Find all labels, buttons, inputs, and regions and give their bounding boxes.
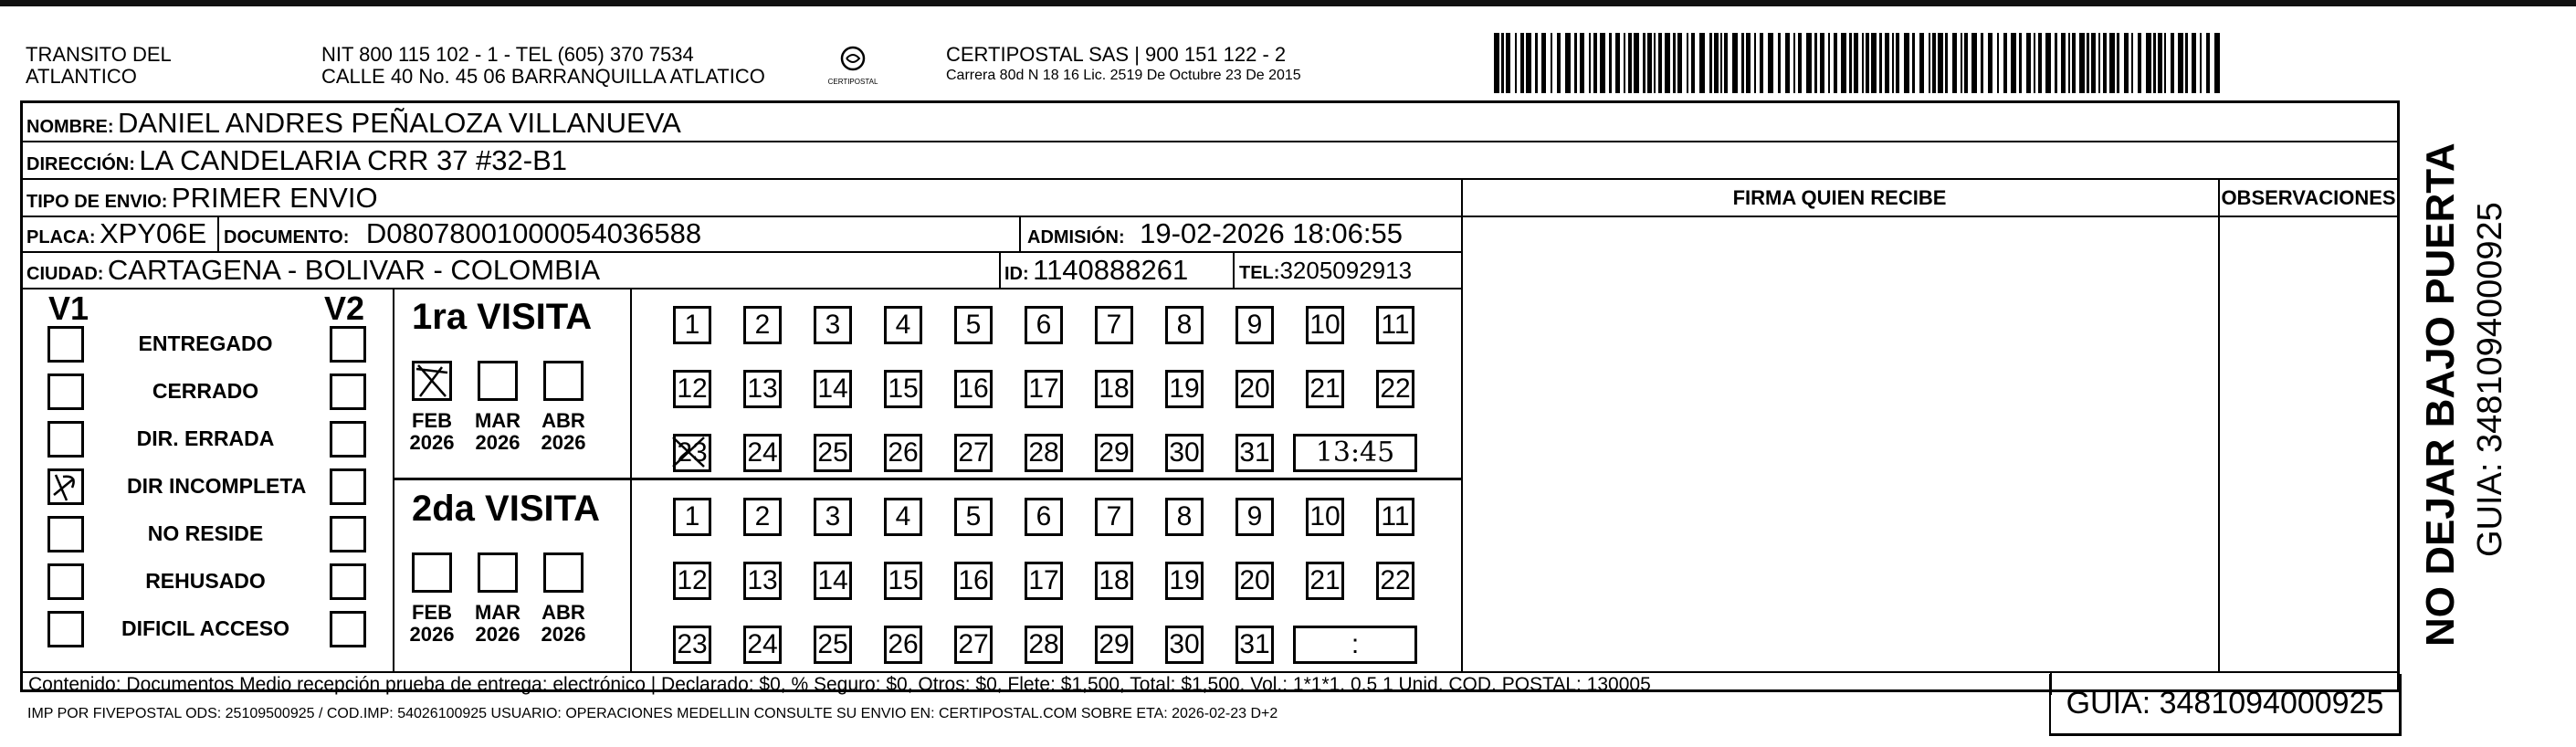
barcode-bar <box>1834 33 1837 93</box>
day-box[interactable]: 20 <box>1235 562 1274 600</box>
barcode-bar <box>1665 33 1670 93</box>
month-year <box>536 602 591 646</box>
barcode-bar <box>1691 33 1695 93</box>
city-value: CARTAGENA - BOLIVAR - COLOMBIA <box>107 254 601 286</box>
day-box[interactable]: 1 <box>673 498 711 536</box>
plate-cell <box>26 217 206 256</box>
day-box[interactable]: 7 <box>1095 306 1133 344</box>
barcode-bar <box>1699 33 1705 93</box>
barcode <box>1494 33 2221 95</box>
day-box[interactable]: 22 <box>1376 562 1414 600</box>
barcode-bar <box>2124 33 2129 93</box>
day-box[interactable]: 12 <box>673 370 711 408</box>
barcode-bar <box>1720 33 1722 93</box>
day-box[interactable]: 29 <box>1095 626 1133 664</box>
year-label: 2026 <box>409 431 455 454</box>
day-box[interactable]: 28 <box>1025 626 1063 664</box>
barcode-bar <box>1628 33 1632 93</box>
day-box[interactable]: 6 <box>1025 306 1063 344</box>
plate-label: PLACA: <box>26 227 96 247</box>
v1-checkbox[interactable] <box>47 326 84 363</box>
day-box[interactable]: 19 <box>1165 370 1204 408</box>
observations-header: OBSERVACIONES <box>2221 186 2396 209</box>
day-box[interactable]: 24 <box>743 434 782 472</box>
barcode-bar <box>1952 33 1957 93</box>
barcode-bar <box>2206 33 2210 93</box>
barcode-bar <box>1997 33 1999 93</box>
status-option-label: CERRADO <box>152 379 259 403</box>
barcode-bar <box>2019 33 2022 93</box>
shipment-type-row <box>26 182 378 220</box>
side-warning: NO DEJAR BAJO PUERTA <box>2418 142 2463 647</box>
document-cell <box>224 217 701 256</box>
barcode-bar <box>2158 33 2162 93</box>
v1-checkbox[interactable] <box>47 374 84 410</box>
barcode-bar <box>1785 33 1790 93</box>
barcode-bar <box>2045 33 2051 93</box>
month-year <box>470 410 525 454</box>
month-checkbox[interactable] <box>478 361 518 401</box>
month-label: ABR <box>541 409 585 432</box>
day-box[interactable]: 10 <box>1306 306 1344 344</box>
barcode-bar <box>1945 33 1948 93</box>
day-box[interactable]: 27 <box>954 626 993 664</box>
barcode-bar <box>1798 33 1802 93</box>
day-box[interactable]: 2 <box>743 306 782 344</box>
barcode-bar <box>1754 33 1756 93</box>
status-option-label: REHUSADO <box>145 569 266 593</box>
sender-info-line2: CALLE 40 No. 45 06 BARRANQUILLA ATLATICO <box>321 65 765 88</box>
barcode-bar <box>1912 33 1915 93</box>
footer-guia-box <box>2049 674 2402 736</box>
year-label: 2026 <box>475 623 520 646</box>
barcode-bar <box>1541 33 1546 93</box>
barcode-bar <box>1732 33 1738 93</box>
logo-text: CERTIPOSTAL <box>827 78 878 86</box>
barcode-bar <box>2061 33 2066 93</box>
barcode-bar <box>1526 33 1531 93</box>
recipient-name: DANIEL ANDRES PEÑALOZA VILLANUEVA <box>118 107 681 139</box>
footer-imp: IMP POR FIVEPOSTAL ODS: 25109500925 / COD.IMP: 54026100925 USUARIO: OPERACIONES MEDELLIN CONSULTE SU ENVIO EN: CERTIPOSTAL.COM SOBRE ETA: 2026-02-23 D+2 <box>27 706 1278 721</box>
day-box[interactable]: 11 <box>1376 498 1414 536</box>
time-box[interactable]: : <box>1293 626 1417 664</box>
barcode-bar <box>2091 33 2096 93</box>
barcode-bar <box>1515 33 1517 93</box>
day-box[interactable]: 31 <box>1235 434 1274 472</box>
barcode-bar <box>1714 33 1719 93</box>
day-box[interactable]: 6 <box>1025 498 1063 536</box>
day-box[interactable]: 7 <box>1095 498 1133 536</box>
day-box[interactable]: 9 <box>1235 306 1274 344</box>
carrier-info-line1: CERTIPOSTAL SAS | 900 151 122 - 2 <box>946 43 1287 66</box>
barcode-bar <box>2171 33 2174 93</box>
v1-checkbox[interactable] <box>47 468 84 505</box>
admission-cell <box>1027 217 1403 256</box>
barcode-bar <box>1609 33 1612 93</box>
shipment-type-label: TIPO DE ENVIO: <box>26 192 168 212</box>
sender-name-line2: ATLANTICO <box>26 65 137 88</box>
time-box[interactable]: 13:45 <box>1293 434 1417 472</box>
day-box[interactable]: 15 <box>884 562 922 600</box>
barcode-bar <box>2098 33 2100 93</box>
document-value: D08078001000054036588 <box>365 217 702 249</box>
barcode-bar <box>1879 33 1882 93</box>
v2-checkbox[interactable] <box>330 421 366 458</box>
day-box[interactable]: 4 <box>884 306 922 344</box>
barcode-bar <box>1892 33 1894 93</box>
barcode-bar <box>1964 33 1968 93</box>
barcode-bar <box>1932 33 1936 93</box>
barcode-bar <box>1615 33 1620 93</box>
year-label: 2026 <box>409 623 455 646</box>
status-option-label: DIR INCOMPLETA <box>127 474 307 498</box>
barcode-bar <box>2087 33 2089 93</box>
barcode-bar <box>1806 33 1812 93</box>
tel-cell <box>1239 254 1412 291</box>
barcode-bar <box>2200 33 2202 93</box>
month-label: MAR <box>474 601 521 624</box>
tel-label: TEL: <box>1239 263 1280 283</box>
barcode-bar <box>1557 33 1561 93</box>
form-frame <box>20 100 2400 695</box>
barcode-bar <box>2038 33 2042 93</box>
barcode-bar <box>1760 33 1763 93</box>
day-box[interactable]: 1 <box>673 306 711 344</box>
barcode-bar <box>2034 33 2035 93</box>
admission-label: ADMISIÓN: <box>1027 227 1125 247</box>
barcode-bar <box>2185 33 2188 93</box>
barcode-bar <box>1520 33 1524 93</box>
address-label: DIRECCIÓN: <box>26 154 135 174</box>
barcode-bar <box>1929 33 1930 93</box>
footer-content: Contenido: Documentos Medio recepción prueba de entrega: electrónico | Declarado: $0, % Seguro: $0, Otros: $0, Flete: $1,500, Total: $1,500. Vol.: 1*1*1. 0.5 1 Unid. COD. POSTAL: 130005 <box>28 674 1651 695</box>
id-cell <box>1004 254 1188 292</box>
v1-checkbox[interactable] <box>47 421 84 458</box>
barcode-bar <box>1589 33 1591 93</box>
barcode-bar <box>1862 33 1864 93</box>
barcode-bar <box>2146 33 2151 93</box>
barcode-bar <box>1580 33 1584 93</box>
day-box[interactable]: 16 <box>954 370 993 408</box>
plate-value: XPY06E <box>100 217 207 249</box>
month-checkbox[interactable] <box>543 552 584 593</box>
day-box[interactable]: 20 <box>1235 370 1274 408</box>
day-box[interactable]: 8 <box>1165 498 1204 536</box>
city-label: CIUDAD: <box>26 264 104 284</box>
month-label: MAR <box>474 409 521 432</box>
visit-title: 1ra VISITA <box>412 297 593 337</box>
name-row <box>26 107 681 145</box>
month-year <box>405 410 459 454</box>
barcode-bar <box>1687 33 1688 93</box>
barcode-bar <box>2109 33 2115 93</box>
barcode-bar <box>1793 33 1795 93</box>
barcode-bar <box>1841 33 1846 93</box>
barcode-bar <box>1814 33 1817 93</box>
month-checkbox[interactable] <box>412 361 452 401</box>
month-year <box>470 602 525 646</box>
day-box[interactable]: 17 <box>1025 370 1063 408</box>
month-checkbox[interactable] <box>543 361 584 401</box>
sender-name <box>26 44 172 88</box>
status-option-label: DIR. ERRADA <box>136 426 275 450</box>
month-year <box>536 410 591 454</box>
day-box[interactable]: 4 <box>884 498 922 536</box>
status-option-label: DIFICIL ACCESO <box>121 616 289 640</box>
recipient-address: LA CANDELARIA CRR 37 #32-B1 <box>139 144 568 176</box>
day-box[interactable]: 11 <box>1376 306 1414 344</box>
barcode-bar <box>1904 33 1909 93</box>
year-label: 2026 <box>541 431 586 454</box>
barcode-bar <box>1828 33 1830 93</box>
barcode-bar <box>2026 33 2031 93</box>
carrier-info <box>946 44 1301 86</box>
barcode-bar <box>1677 33 1682 93</box>
barcode-bar <box>1506 33 1510 93</box>
day-box[interactable]: 23 <box>673 626 711 664</box>
year-label: 2026 <box>475 431 520 454</box>
barcode-bar <box>1647 33 1652 93</box>
barcode-bar <box>2164 33 2166 93</box>
day-box[interactable]: 25 <box>814 434 852 472</box>
day-box[interactable]: 26 <box>884 626 922 664</box>
day-box[interactable]: 23 <box>673 434 711 472</box>
barcode-bar <box>1565 33 1571 93</box>
barcode-bar <box>1768 33 1773 93</box>
carrier-info-line2: Carrera 80d N 18 16 Lic. 2519 De Octubre 23 De 2015 <box>946 68 1301 83</box>
address-row <box>26 144 567 183</box>
barcode-bar <box>1673 33 1676 93</box>
barcode-bar <box>1501 33 1504 93</box>
month-label: ABR <box>541 601 585 624</box>
barcode-bar <box>2072 33 2076 93</box>
id-label: ID: <box>1004 264 1029 284</box>
barcode-bar <box>1866 33 1869 93</box>
v2-checkbox[interactable] <box>330 326 366 363</box>
month-checkbox[interactable] <box>478 552 518 593</box>
id-value: 1140888261 <box>1033 254 1189 286</box>
shipment-type: PRIMER ENVIO <box>171 182 378 214</box>
document-label: DOCUMENTO: <box>224 227 350 247</box>
side-guia: GUIA: 3481094000925 <box>2471 202 2509 557</box>
day-box[interactable]: 21 <box>1306 562 1344 600</box>
barcode-bar <box>1574 33 1577 93</box>
day-box[interactable]: 17 <box>1025 562 1063 600</box>
barcode-bar <box>1709 33 1712 93</box>
barcode-bar <box>1938 33 1943 93</box>
day-box[interactable]: 5 <box>954 498 993 536</box>
day-box[interactable]: 18 <box>1095 562 1133 600</box>
day-box[interactable]: 13 <box>743 370 782 408</box>
day-box[interactable]: 14 <box>814 370 852 408</box>
day-box[interactable]: 27 <box>954 434 993 472</box>
v2-checkbox[interactable] <box>330 563 366 600</box>
barcode-bar <box>1919 33 1924 93</box>
v2-label: V2 <box>324 289 365 327</box>
barcode-bar <box>1778 33 1781 93</box>
signature-header: FIRMA QUIEN RECIBE <box>1732 186 1947 209</box>
barcode-bar <box>1741 33 1744 93</box>
v1-label: V1 <box>48 289 89 327</box>
barcode-bar <box>2138 33 2141 93</box>
barcode-bar <box>2003 33 2007 93</box>
barcode-bar <box>1849 33 1852 93</box>
barcode-bar <box>1494 33 1499 93</box>
barcode-bar <box>2068 33 2070 93</box>
barcode-bar <box>2153 33 2156 93</box>
month-label: FEB <box>412 409 452 432</box>
day-box[interactable]: 25 <box>814 626 852 664</box>
barcode-bar <box>1871 33 1877 93</box>
barcode-bar <box>2055 33 2057 93</box>
day-box[interactable]: 24 <box>743 626 782 664</box>
sender-info-line1: NIT 800 115 102 - 1 - TEL (605) 370 7534 <box>321 43 694 66</box>
footer-guia: GUIA: 3481094000925 <box>2066 686 2384 721</box>
barcode-bar <box>1658 33 1662 93</box>
barcode-bar <box>2131 33 2133 93</box>
barcode-bar <box>2117 33 2119 93</box>
day-box[interactable]: 14 <box>814 562 852 600</box>
day-box[interactable]: 9 <box>1235 498 1274 536</box>
day-box[interactable]: 3 <box>814 306 852 344</box>
day-box[interactable]: 3 <box>814 498 852 536</box>
day-box[interactable]: 22 <box>1376 370 1414 408</box>
day-box[interactable]: 21 <box>1306 370 1344 408</box>
certipostal-logo <box>827 40 878 91</box>
barcode-bar <box>1820 33 1824 93</box>
day-box[interactable]: 5 <box>954 306 993 344</box>
barcode-bar <box>1535 33 1538 93</box>
day-box[interactable]: 30 <box>1165 434 1204 472</box>
barcode-bar <box>1724 33 1728 93</box>
barcode-bar <box>1896 33 1899 93</box>
visit-title: 2da VISITA <box>412 489 600 529</box>
day-box[interactable]: 19 <box>1165 562 1204 600</box>
barcode-bar <box>1551 33 1552 93</box>
v1-checkbox[interactable] <box>47 516 84 552</box>
barcode-bar <box>2079 33 2085 93</box>
city-cell <box>26 254 600 292</box>
day-box[interactable]: 29 <box>1095 434 1133 472</box>
day-box[interactable]: 28 <box>1025 434 1063 472</box>
barcode-bar <box>1746 33 1751 93</box>
top-edge-line <box>0 0 2576 6</box>
day-box[interactable]: 30 <box>1165 626 1204 664</box>
admission-value: 19-02-2026 18:06:55 <box>1140 217 1403 249</box>
barcode-bar <box>1654 33 1656 93</box>
day-box[interactable]: 8 <box>1165 306 1204 344</box>
barcode-bar <box>2103 33 2107 93</box>
month-year <box>405 602 459 646</box>
year-label: 2026 <box>541 623 586 646</box>
month-label: FEB <box>412 601 452 624</box>
v1-checkbox[interactable] <box>47 611 84 647</box>
barcode-bar <box>2214 33 2220 93</box>
day-box[interactable]: 26 <box>884 434 922 472</box>
barcode-bar <box>2192 33 2196 93</box>
v2-checkbox[interactable] <box>330 611 366 647</box>
barcode-bar <box>1600 33 1605 93</box>
v2-checkbox[interactable] <box>330 468 366 505</box>
month-checkbox[interactable] <box>412 552 452 593</box>
barcode-bar <box>2178 33 2183 93</box>
barcode-bar <box>1593 33 1597 93</box>
sender-info <box>321 44 765 88</box>
day-box[interactable]: 13 <box>743 562 782 600</box>
day-box[interactable]: 10 <box>1306 498 1344 536</box>
status-option-label: NO RESIDE <box>147 521 264 545</box>
barcode-bar <box>1854 33 1858 93</box>
day-box[interactable]: 15 <box>884 370 922 408</box>
name-label: NOMBRE: <box>26 117 114 137</box>
barcode-bar <box>1885 33 1889 93</box>
day-box[interactable]: 12 <box>673 562 711 600</box>
v2-checkbox[interactable] <box>330 516 366 552</box>
barcode-bar <box>1988 33 1992 93</box>
day-box[interactable]: 18 <box>1095 370 1133 408</box>
barcode-bar <box>2011 33 2016 93</box>
status-option-label: ENTREGADO <box>138 331 273 355</box>
tel-value: 3205092913 <box>1279 257 1413 284</box>
barcode-bar <box>1981 33 1983 93</box>
barcode-bar <box>1634 33 1639 93</box>
barcode-bar <box>1643 33 1645 93</box>
sender-name-line1: TRANSITO DEL <box>26 43 172 66</box>
barcode-bar <box>1971 33 1977 93</box>
barcode-bar <box>1624 33 1625 93</box>
day-box[interactable]: 16 <box>954 562 993 600</box>
v1-checkbox[interactable] <box>47 563 84 600</box>
barcode-bar <box>1961 33 1962 93</box>
v2-checkbox[interactable] <box>330 374 366 410</box>
day-box[interactable]: 2 <box>743 498 782 536</box>
day-box[interactable]: 31 <box>1235 626 1274 664</box>
